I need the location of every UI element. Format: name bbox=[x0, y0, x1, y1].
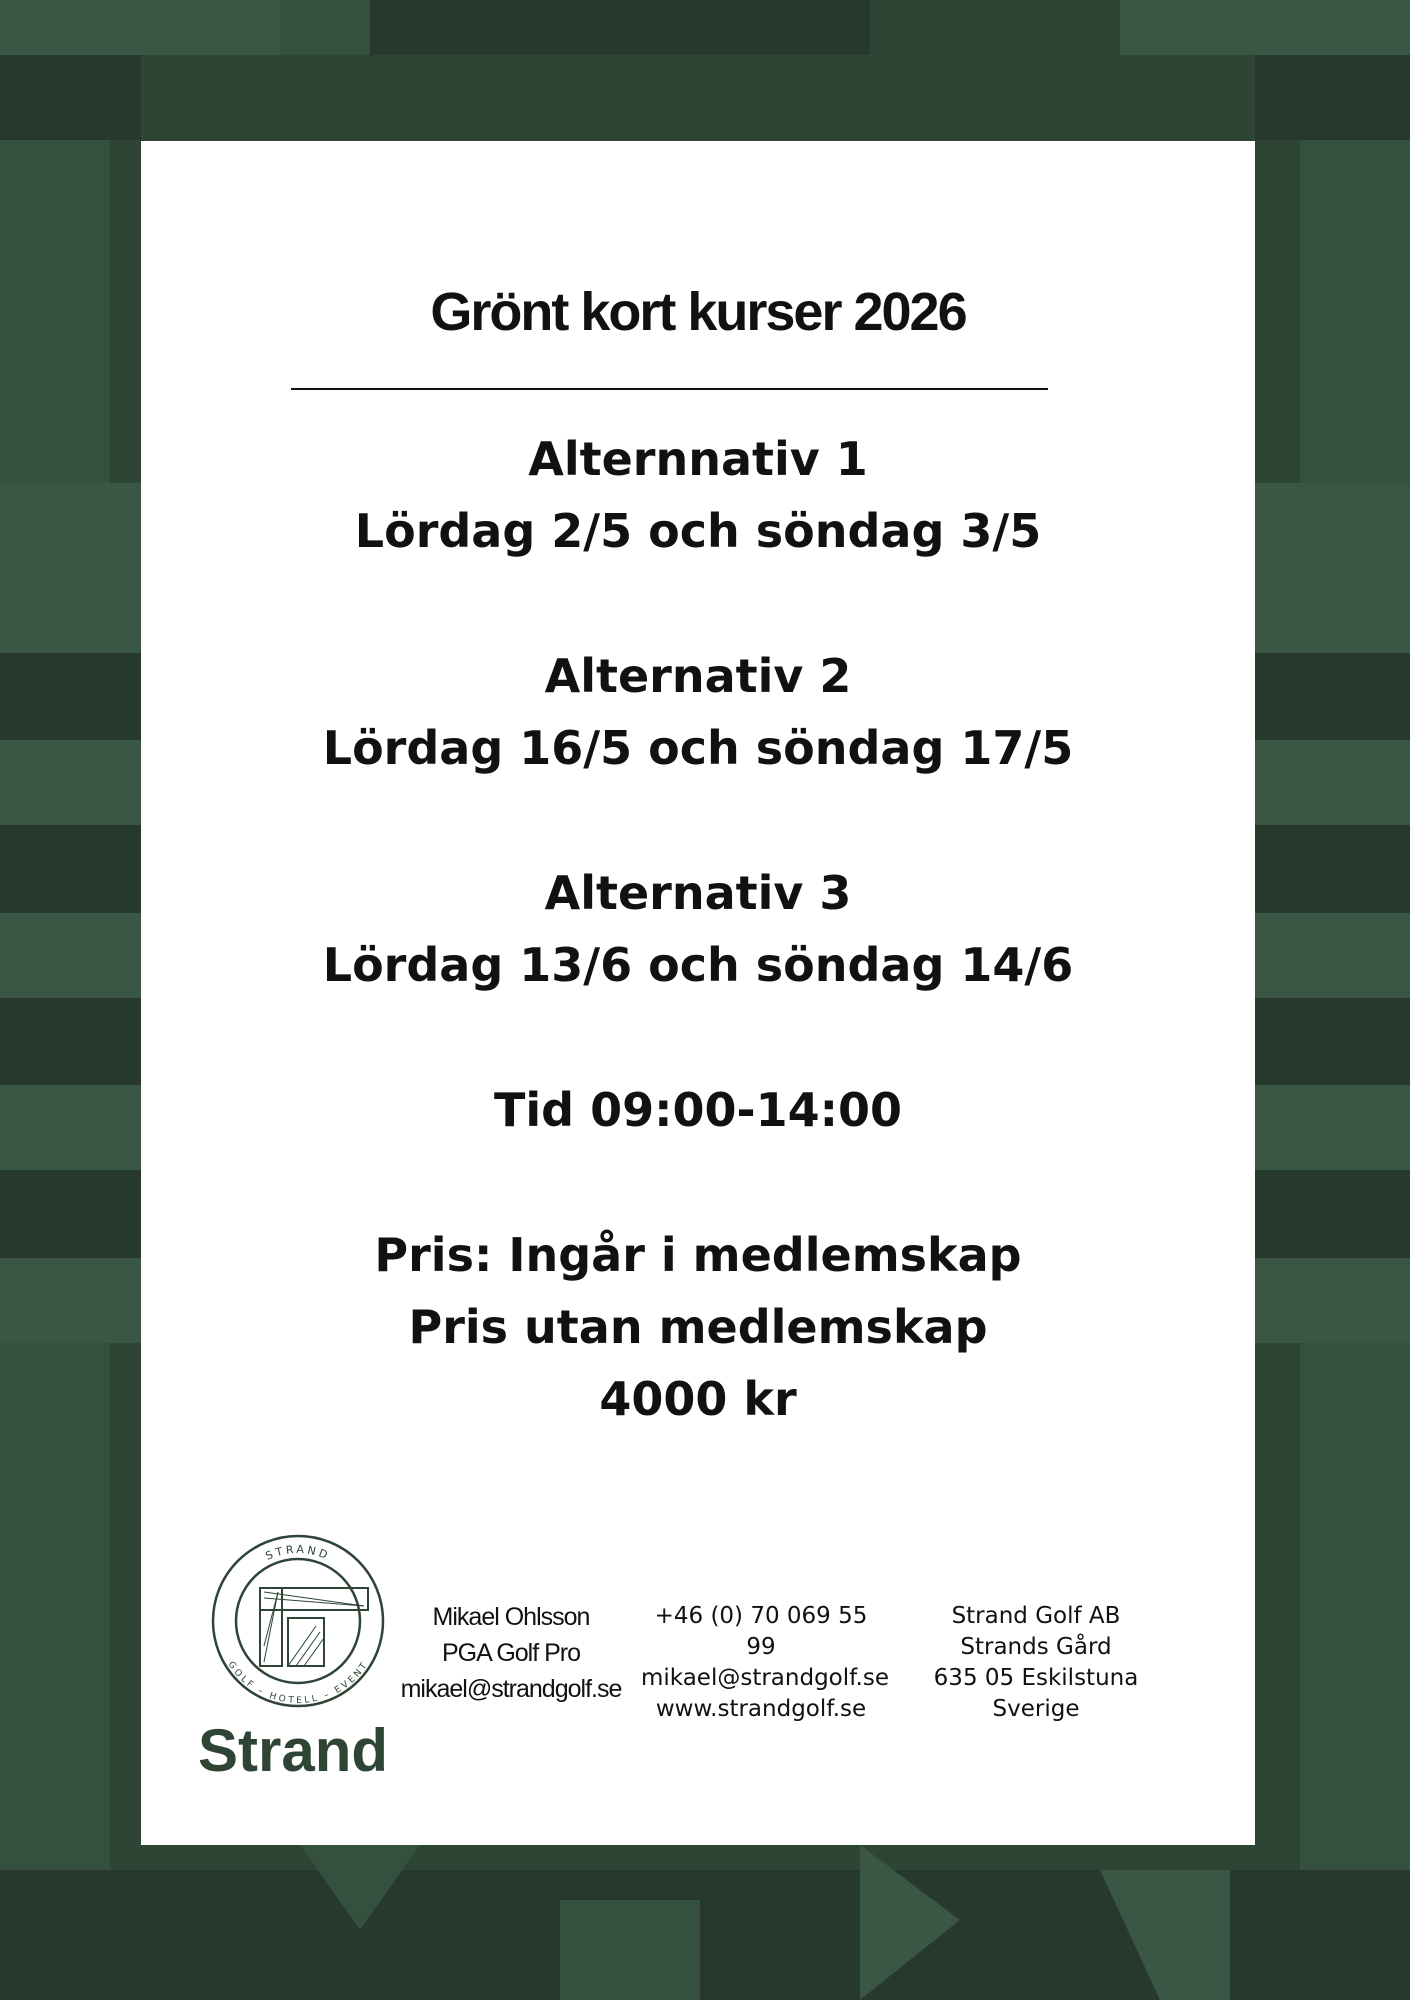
address-country: Sverige bbox=[992, 1696, 1080, 1722]
contact-details bbox=[641, 1601, 890, 1725]
strand-logo bbox=[188, 1526, 403, 1786]
address-street: Strands Gård bbox=[960, 1634, 1112, 1660]
address-city: 635 05 Eskilstuna bbox=[933, 1665, 1139, 1691]
alternative-2-label: Alternativ 2 bbox=[544, 649, 852, 703]
flyer-card bbox=[141, 141, 1255, 1845]
course-time: Tid 09:00-14:00 bbox=[493, 1083, 903, 1137]
price-line-1: Pris: Ingår i medlemskap bbox=[374, 1228, 1022, 1282]
alternative-1-label: Alternnativ 1 bbox=[528, 432, 868, 486]
alternative-3-label: Alternativ 3 bbox=[544, 866, 852, 920]
alternative-1-dates: Lördag 2/5 och söndag 3/5 bbox=[354, 504, 1042, 558]
contact-website[interactable]: www.strandgolf.se bbox=[655, 1696, 867, 1722]
address-company: Strand Golf AB bbox=[951, 1603, 1121, 1629]
contact-phone[interactable]: +46 (0) 70 069 55 99 bbox=[654, 1603, 868, 1660]
alternative-2-dates: Lördag 16/5 och söndag 17/5 bbox=[322, 721, 1074, 775]
course-schedule bbox=[141, 423, 1255, 1435]
logo-ring-bottom: GOLF – HOTELL – EVENT bbox=[225, 1659, 371, 1707]
title-divider bbox=[291, 388, 1048, 390]
price-line-2: Pris utan medlemskap bbox=[408, 1300, 988, 1354]
price-line-3: 4000 kr bbox=[599, 1372, 797, 1426]
logo-wordmark: Strand bbox=[197, 1717, 389, 1784]
contact-name: Mikael Ohlsson bbox=[432, 1603, 590, 1631]
company-address bbox=[916, 1601, 1156, 1725]
contact-email[interactable]: mikael@strandgolf.se bbox=[400, 1675, 622, 1703]
page-title: Grönt kort kurser 2026 bbox=[430, 282, 966, 342]
contact-role: PGA Golf Pro bbox=[441, 1639, 581, 1667]
alternative-3-dates: Lördag 13/6 och söndag 14/6 bbox=[322, 938, 1074, 992]
logo-ring-top: STRAND bbox=[263, 1542, 333, 1563]
contact-email-2[interactable]: mikael@strandgolf.se bbox=[641, 1665, 890, 1691]
contact-person bbox=[391, 1599, 631, 1707]
